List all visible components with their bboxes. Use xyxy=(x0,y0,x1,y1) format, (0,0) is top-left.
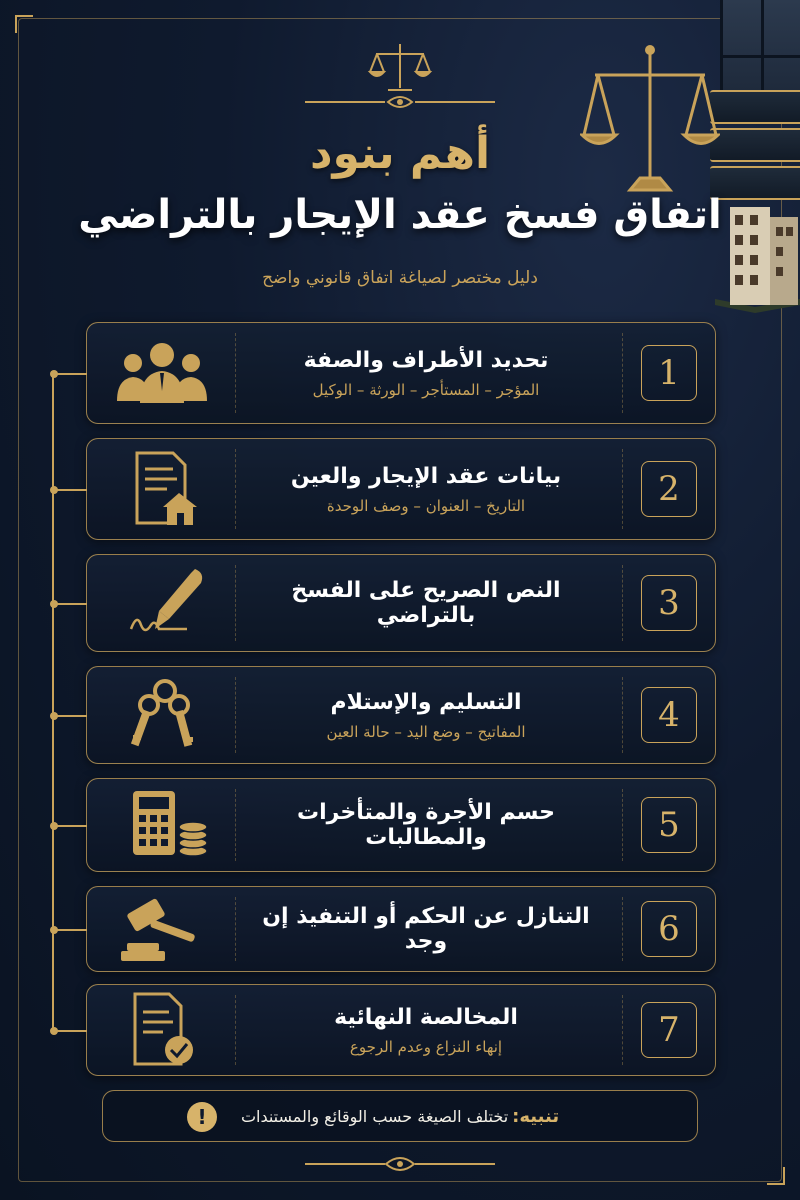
fountain-pen-icon xyxy=(107,563,217,643)
timeline-connector xyxy=(54,825,87,827)
clause-subtitle: المؤجر – المستأجر – الورثة – الوكيل xyxy=(312,380,540,399)
keys-icon xyxy=(107,675,217,755)
clause-title: بيانات عقد الإيجار والعين xyxy=(290,463,562,489)
clause-title: التنازل عن الحكم أو التنفيذ إن وجد xyxy=(262,904,590,954)
notice-box xyxy=(102,1090,698,1142)
notice-label: تنبيه: xyxy=(512,1105,560,1127)
clause-card-3 xyxy=(86,554,716,652)
clause-number: 5 xyxy=(641,797,697,853)
clause-title: تحديد الأطراف والصفة xyxy=(303,347,549,373)
clause-card-2 xyxy=(86,438,716,540)
clause-card-4 xyxy=(86,666,716,764)
clause-title: النص الصريح على الفسخ بالتراضي xyxy=(291,578,561,628)
clause-subtitle: التاريخ – العنوان – وصف الوحدة xyxy=(326,496,526,515)
notice-text: تختلف الصيغة حسب الوقائع والمستندات xyxy=(240,1106,509,1126)
calculator-coins-icon xyxy=(107,785,217,865)
page-subtitle: دليل مختصر لصياغة اتفاق قانوني واضح xyxy=(262,268,538,288)
clause-title: المخالصة النهائية xyxy=(334,1004,518,1030)
clause-card-7 xyxy=(86,984,716,1076)
timeline-connector xyxy=(54,373,87,375)
clause-subtitle: المفاتيح – وضع اليد – حالة العين xyxy=(326,722,526,741)
timeline-connector xyxy=(54,929,87,931)
document-house-icon xyxy=(107,449,217,529)
document-check-icon xyxy=(107,990,217,1070)
clause-number: 6 xyxy=(641,901,697,957)
gavel-icon xyxy=(107,889,217,969)
clause-number: 3 xyxy=(641,575,697,631)
clause-number: 1 xyxy=(641,345,697,401)
exclamation-icon: ! xyxy=(187,1102,217,1132)
page-title-line2: اتفاق فسخ عقد الإيجار بالتراضي xyxy=(78,192,722,238)
bottom-ornament-icon xyxy=(300,1152,500,1176)
timeline-connector xyxy=(54,715,87,717)
people-icon xyxy=(107,333,217,413)
clause-number: 7 xyxy=(641,1002,697,1058)
timeline-connector xyxy=(54,1030,87,1032)
clause-card-1 xyxy=(86,322,716,424)
timeline-connector xyxy=(54,489,87,491)
clause-subtitle: إنهاء النزاع وعدم الرجوع xyxy=(349,1037,503,1056)
clause-title: حسم الأجرة والمتأخرات والمطالبات xyxy=(297,800,555,850)
page-title-line1: أهم بنود xyxy=(309,128,491,179)
clause-card-6 xyxy=(86,886,716,972)
clause-number: 2 xyxy=(641,461,697,517)
top-ornament-scales-icon xyxy=(300,36,500,116)
clause-title: التسليم والإستلام xyxy=(330,689,522,715)
clause-number: 4 xyxy=(641,687,697,743)
timeline-connector xyxy=(54,603,87,605)
clause-card-5 xyxy=(86,778,716,872)
